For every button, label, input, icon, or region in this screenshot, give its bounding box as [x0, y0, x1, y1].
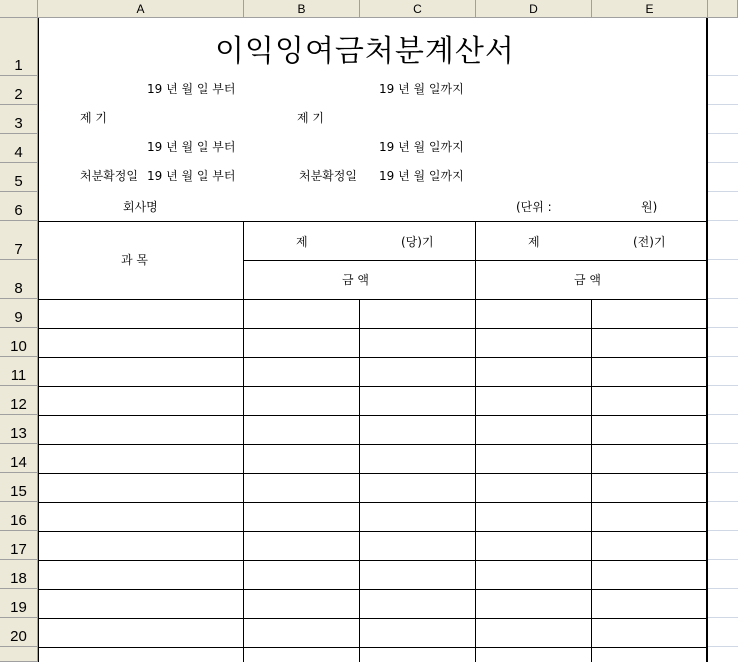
term-label-left: 제 기	[80, 111, 107, 125]
row-header-10[interactable]: 10	[0, 328, 38, 357]
gridline	[708, 259, 738, 260]
period-start-text-2: 19 년 월 일 부터	[147, 140, 236, 154]
table-row-line	[38, 328, 708, 329]
row-header-5[interactable]: 5	[0, 163, 38, 192]
table-row-line	[38, 618, 708, 619]
period-end-text: 19 년 월 일까지	[379, 82, 464, 96]
current-term-suffix: (당)기	[401, 235, 434, 249]
disposal-date-end-text: 19 년 월 일까지	[379, 169, 464, 183]
row-header-12[interactable]: 12	[0, 386, 38, 415]
gridline	[708, 298, 738, 299]
table-top-border	[38, 221, 708, 222]
row-header-15[interactable]: 15	[0, 473, 38, 502]
row-header-21[interactable]	[0, 647, 38, 662]
table-row-line	[38, 386, 708, 387]
table-row-line	[38, 647, 708, 648]
header-divider	[244, 260, 708, 261]
unit-label: (단위 :	[516, 200, 552, 214]
row-header-9[interactable]: 9	[0, 299, 38, 328]
row-header-8[interactable]: 8	[0, 260, 38, 299]
gridline	[708, 559, 738, 560]
gridline	[708, 646, 738, 647]
row-header-11[interactable]: 11	[0, 357, 38, 386]
table-row-line	[38, 502, 708, 503]
gridline	[708, 162, 738, 163]
column-header-e[interactable]: E	[592, 0, 708, 18]
company-name-label: 회사명	[123, 200, 158, 214]
table-row-line	[38, 415, 708, 416]
gridline	[708, 104, 738, 105]
column-header-d[interactable]: D	[476, 0, 592, 18]
term-label-right: 제 기	[297, 111, 324, 125]
gridline	[708, 220, 738, 221]
amount-header-current: 금 액	[342, 273, 369, 287]
column-line-cd	[475, 221, 476, 662]
table-row-line	[38, 531, 708, 532]
form-border-left	[38, 18, 39, 662]
disposal-date-start-text: 19 년 월 일 부터	[147, 169, 236, 183]
gridline	[708, 501, 738, 502]
row-header-13[interactable]: 13	[0, 415, 38, 444]
gridline	[708, 617, 738, 618]
table-row-line	[38, 444, 708, 445]
form-border-right	[706, 18, 708, 662]
column-line-de	[591, 299, 592, 662]
column-line-bc	[359, 299, 360, 662]
row-header-17[interactable]: 17	[0, 531, 38, 560]
column-header-c[interactable]: C	[360, 0, 476, 18]
unit-currency: 원)	[641, 200, 658, 214]
column-header-f[interactable]	[708, 0, 738, 18]
gridline	[708, 133, 738, 134]
column-line-ab	[243, 221, 244, 662]
subject-header: 과 목	[121, 253, 148, 267]
row-header-19[interactable]: 19	[0, 589, 38, 618]
header-bottom-border	[38, 299, 708, 300]
row-header-3[interactable]: 3	[0, 105, 38, 134]
select-all-corner[interactable]	[0, 0, 38, 18]
column-header-b[interactable]: B	[244, 0, 360, 18]
current-term-prefix: 제	[296, 235, 308, 249]
row-header-1[interactable]: 1	[0, 18, 38, 76]
gridline	[708, 191, 738, 192]
table-row-line	[38, 357, 708, 358]
gridline	[708, 530, 738, 531]
prior-term-prefix: 제	[528, 235, 540, 249]
row-header-20[interactable]: 20	[0, 618, 38, 647]
row-header-14[interactable]: 14	[0, 444, 38, 473]
row-header-2[interactable]: 2	[0, 76, 38, 105]
period-end-text-2: 19 년 월 일까지	[379, 140, 464, 154]
disposal-date-label-left: 처분확정일	[80, 169, 138, 183]
gridline	[708, 356, 738, 357]
column-header-a[interactable]: A	[38, 0, 244, 18]
gridline	[708, 385, 738, 386]
gridline	[708, 588, 738, 589]
row-header-7[interactable]: 7	[0, 221, 38, 260]
page-title: 이익잉여금처분계산서	[215, 34, 515, 69]
gridline	[708, 414, 738, 415]
gridline	[708, 472, 738, 473]
table-row-line	[38, 589, 708, 590]
amount-header-prior: 금 액	[574, 273, 601, 287]
row-header-16[interactable]: 16	[0, 502, 38, 531]
gridline	[708, 443, 738, 444]
row-header-4[interactable]: 4	[0, 134, 38, 163]
prior-term-suffix: (전)기	[633, 235, 666, 249]
disposal-date-label-right: 처분확정일	[299, 169, 357, 183]
table-row-line	[38, 473, 708, 474]
gridline	[708, 327, 738, 328]
row-header-18[interactable]: 18	[0, 560, 38, 589]
period-start-text: 19 년 월 일 부터	[147, 82, 236, 96]
row-header-6[interactable]: 6	[0, 192, 38, 221]
gridline	[708, 75, 738, 76]
table-row-line	[38, 560, 708, 561]
